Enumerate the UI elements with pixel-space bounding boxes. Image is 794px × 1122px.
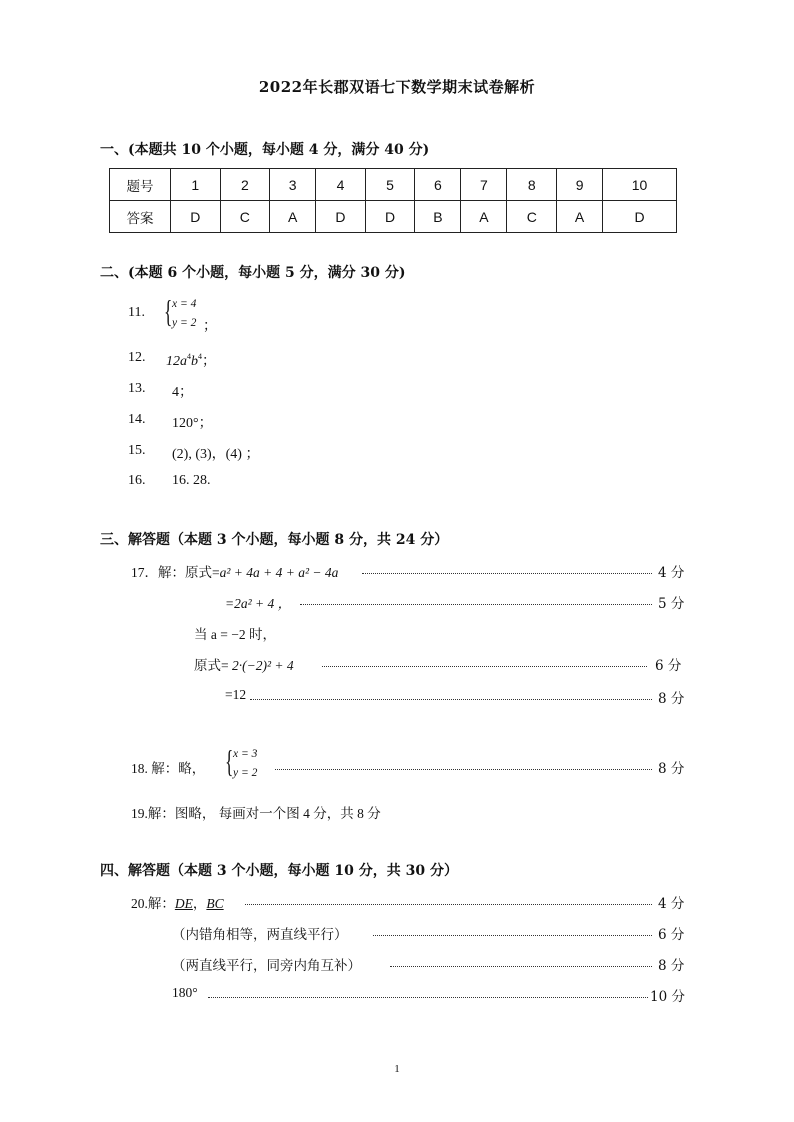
q12-b: b <box>191 354 198 369</box>
q18-equation-system: { x = 3 y = 2 <box>225 746 285 784</box>
answer-cell: A <box>270 201 316 233</box>
answer-cell: D <box>171 201 221 233</box>
q17-prefix: 17．解：原式= <box>131 565 220 580</box>
q12-coef: 12a <box>166 354 187 369</box>
answer-cell: A <box>557 201 603 233</box>
q12-number: 12. <box>128 350 146 365</box>
dot-leader <box>390 966 652 967</box>
question-number-cell: 4 <box>316 169 366 201</box>
q17-line4 <box>194 654 294 674</box>
q20-answer-bc: BC <box>206 896 224 911</box>
q13-answer: 4； <box>172 385 193 400</box>
question-number-cell: 8 <box>507 169 557 201</box>
answer-cell: C <box>220 201 270 233</box>
row-label-answer: 答案 <box>110 201 171 233</box>
q17-line1 <box>131 561 338 581</box>
q20-points-1: 4 分 <box>658 896 685 912</box>
q15-answer: (2), (3)，(4) ； <box>172 447 260 462</box>
q17-line3: 当 a = −2 时， <box>194 627 276 642</box>
answer-cell: D <box>603 201 677 233</box>
answer-cell: D <box>365 201 415 233</box>
q11-number: 11. <box>128 305 145 320</box>
q17-substitution: 2·(−2)² + 4 <box>232 658 294 673</box>
question-number-cell: 1 <box>171 169 221 201</box>
q20-points-4: 10 分 <box>650 989 685 1005</box>
q17-points-2: 5 分 <box>658 596 685 612</box>
q11-eq2: y = 2 <box>172 317 197 329</box>
q17-expr: a² + 4a + 4 + a² − 4a <box>219 565 339 580</box>
q18-eq2: y = 2 <box>233 767 258 779</box>
q11-eq1: x = 4 <box>172 298 197 310</box>
answer-row <box>110 201 677 233</box>
q20-points-3: 8 分 <box>658 958 685 974</box>
q12-exp1: 4 <box>187 352 191 361</box>
dot-leader <box>373 935 652 936</box>
question-number-cell: 5 <box>365 169 415 201</box>
section1-heading: 一、(本题共 10 个小题，每小题 4 分，满分 40 分) <box>100 142 430 158</box>
answer-cell: B <box>415 201 461 233</box>
question-number-row <box>110 169 677 201</box>
page-title: 2022年长郡双语七下数学期末试卷解析 <box>258 78 536 96</box>
q11-tail: ； <box>203 319 217 334</box>
answer-cell: A <box>461 201 507 233</box>
dot-leader <box>362 573 652 574</box>
q20-points-2: 6 分 <box>658 927 685 943</box>
q20-angle: 180° <box>172 985 198 1000</box>
q18-points: 8 分 <box>658 761 685 777</box>
dot-leader <box>275 769 652 770</box>
q14-answer: 120°； <box>172 416 213 431</box>
q13-number: 13. <box>128 381 146 396</box>
answer-cell: D <box>316 201 366 233</box>
dot-leader <box>208 997 648 998</box>
q18-prefix: 18. 解：略， <box>131 761 206 776</box>
q17-simplified: =2a² + 4 ， <box>225 596 292 611</box>
section2-heading: 二、(本题 6 个小题，每小题 5 分，满分 30 分) <box>100 265 406 281</box>
section4-heading: 四、解答题（本题 3 个小题，每小题 10 分，共 30 分） <box>100 863 458 879</box>
q20-prefix: 20.解： <box>131 896 175 911</box>
q12-answer <box>166 350 216 370</box>
q20-reason2: （两直线平行，同旁内角互补） <box>172 958 361 973</box>
q11-equation-system: { x = 4 y = 2 <box>164 296 224 334</box>
q20-reason1: （内错角相等，两直线平行） <box>172 927 348 942</box>
q12-tail: ； <box>202 354 216 369</box>
q17-points-4: 8 分 <box>658 691 685 707</box>
section3-heading: 三、解答题（本题 3 个小题，每小题 8 分，共 24 分） <box>100 532 449 548</box>
dot-leader <box>300 604 652 605</box>
q15-number: 15. <box>128 443 146 458</box>
question-number-cell: 7 <box>461 169 507 201</box>
dot-leader <box>322 666 647 667</box>
q14-number: 14. <box>128 412 146 427</box>
q20-line1 <box>131 892 224 912</box>
q16-answer: 16. 28. <box>172 473 211 488</box>
question-number-cell: 9 <box>557 169 603 201</box>
question-number-cell: 6 <box>415 169 461 201</box>
q16-number: 16. <box>128 473 146 488</box>
page-number: 1 <box>394 1063 400 1075</box>
dot-leader <box>245 904 652 905</box>
question-number-cell: 3 <box>270 169 316 201</box>
q20-answer-de: DE <box>174 896 193 911</box>
question-number-cell: 10 <box>603 169 677 201</box>
q17-line4-prefix: 原式= <box>194 658 229 673</box>
answer-table <box>109 168 677 233</box>
q17-line2 <box>225 592 291 612</box>
dot-leader <box>250 699 652 700</box>
q17-points-3: 6 分 <box>655 658 682 674</box>
q17-line5: =12 <box>225 687 247 702</box>
q12-exp2: 4 <box>198 352 202 361</box>
q20-sep: ， <box>192 896 207 911</box>
q19-text: 19.解：图略， 每画对一个图 4 分，共 8 分 <box>131 806 381 821</box>
q17-points-1: 4 分 <box>658 565 685 581</box>
q18-eq1: x = 3 <box>233 748 258 760</box>
row-label-question: 题号 <box>110 169 171 201</box>
question-number-cell: 2 <box>220 169 270 201</box>
answer-cell: C <box>507 201 557 233</box>
